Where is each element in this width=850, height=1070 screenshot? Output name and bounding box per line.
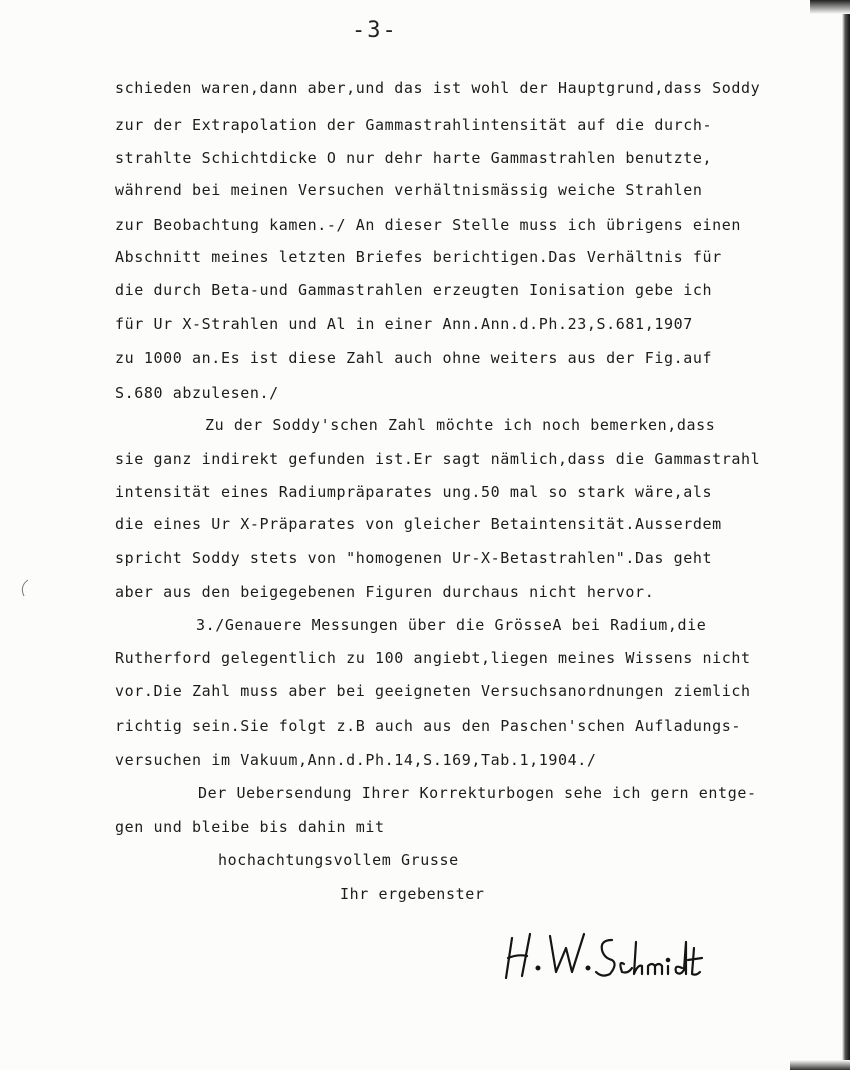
text-line: richtig sein.Sie folgt z.B auch aus den Paschen'schen Aufladungs- [115,717,741,735]
text-line: Zu der Soddy'schen Zahl möchte ich noch bemerken,dass [205,416,716,434]
text-line: zu 1000 an.Es ist diese Zahl auch ohne weiters aus der Fig.auf [115,349,713,367]
text-line: die durch Beta-und Gammastrahlen erzeugten Ionisation gebe ich [115,281,713,299]
scan-edge-bottom [790,1060,850,1070]
margin-pencil-mark [18,578,32,598]
text-line: aber aus den beigegebenen Figuren durchaus nicht hervor. [115,583,655,601]
text-line: vor.Die Zahl muss aber bei geeigneten Versuchsanordnungen ziemlich [115,682,751,700]
text-line: Der Uebersendung Ihrer Korrekturbogen sehe ich gern entge- [198,784,757,802]
text-line: 3./Genauere Messungen über die GrösseA bei Radium,die [196,616,707,634]
text-line: zur Beobachtung kamen.-/ An dieser Stelle muss ich übrigens einen [115,216,741,234]
text-line: Abschnitt meines letzten Briefes berichtigen.Das Verhältnis für [115,248,722,266]
text-line: die eines Ur X-Präparates von gleicher Betaintensität.Ausserdem [115,515,722,533]
text-line: sie ganz indirekt gefunden ist.Er sagt nämlich,dass die Gammastrahl [115,450,761,468]
text-line: intensität eines Radiumpräparates ung.50 mal so stark wäre,als [115,483,713,501]
text-line: S.680 abzulesen./ [115,384,279,402]
text-line: Rutherford gelegentlich zu 100 angiebt,liegen meines Wissens nicht [115,649,751,667]
page-number: -3- [352,18,398,43]
text-line: schieden waren,dann aber,und das ist wohl der Hauptgrund,dass Soddy [115,79,761,97]
text-line: für Ur X-Strahlen und Al in einer Ann.Ann.d.Ph.23,S.681,1907 [115,315,693,333]
text-line: spricht Soddy stets von "homogenen Ur-X-Betastrahlen".Das geht [115,549,713,567]
text-line: zur der Extrapolation der Gammastrahlintensität auf die durch- [115,116,713,134]
text-line: gen und bleibe bis dahin mit [115,818,385,836]
text-line: versuchen im Vakuum,Ann.d.Ph.14,S.169,Tab.1,1904./ [115,751,597,769]
text-line: während bei meinen Versuchen verhältnismässig weiche Strahlen [115,181,703,199]
scan-edge-top [810,0,850,14]
handwritten-signature [500,920,730,990]
text-line: hochachtungsvollem Grusse [218,851,459,869]
scan-edge-right [842,0,850,1070]
text-line: Ihr ergebenster [340,885,485,903]
text-line: strahlte Schichtdicke O nur dehr harte Gammastrahlen benutzte, [115,149,713,167]
